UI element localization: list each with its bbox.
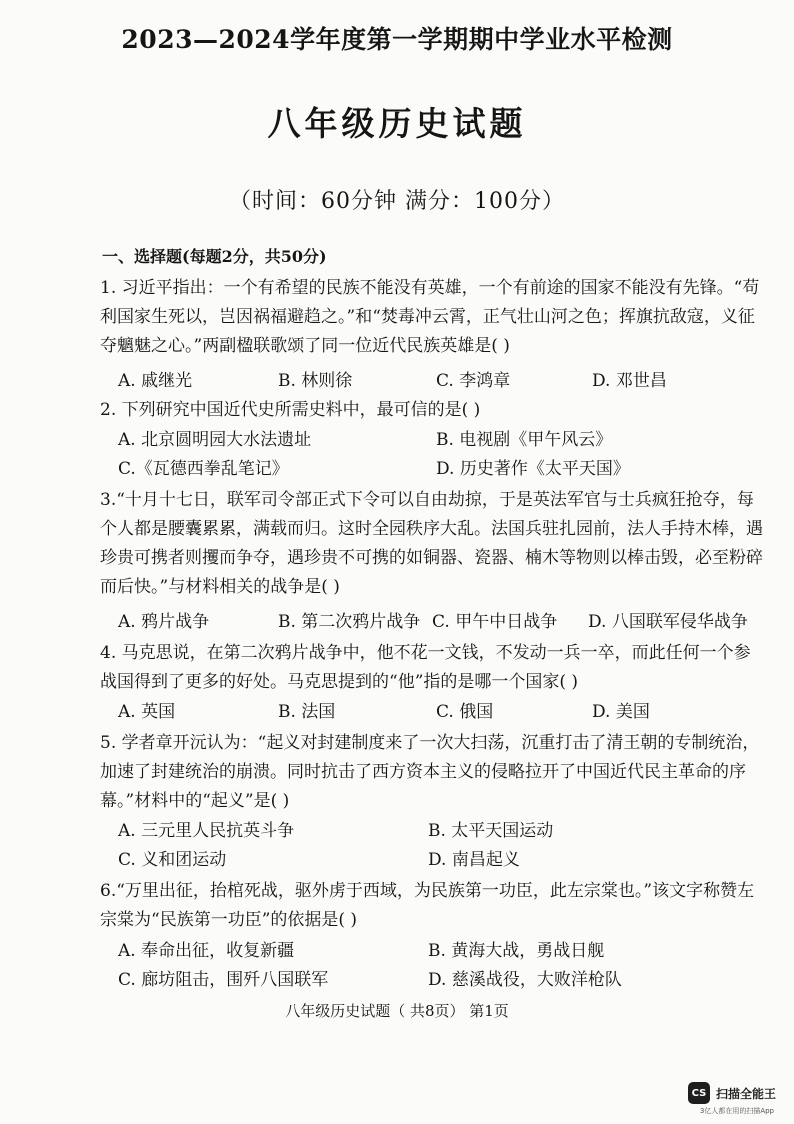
question-5 <box>100 729 766 816</box>
option-d: D. 邓世昌 <box>592 371 667 391</box>
question-6 <box>100 877 766 935</box>
option-d: D. 八国联军侵华战争 <box>588 612 748 632</box>
option-a: A. 鸦片战争 <box>118 612 210 632</box>
question-2 <box>100 396 766 425</box>
option-a: A. 奉命出征，收复新疆 <box>118 941 295 961</box>
option-a: A. 北京圆明园大水法遗址 <box>118 430 312 450</box>
option-d: D. 历史著作《太平天国》 <box>436 459 630 479</box>
option-b: B. 电视剧《甲午风云》 <box>436 430 613 450</box>
option-a: A. 戚继光 <box>118 371 193 391</box>
watermark-app-name: 扫描全能王 <box>715 1086 776 1101</box>
question-stem: 2. 下列研究中国近代史所需史料中，最可信的是( ) <box>100 400 481 420</box>
option-b: B. 黄海大战，勇战日舰 <box>428 941 605 961</box>
section-heading-choice: 一、选择题(每题2分，共50分) <box>102 247 327 266</box>
page-footer: 八年级历史试题（ 共8页） 第1页 <box>285 1002 509 1020</box>
exam-header-title: 2023—2024学年度第一学期期中学业水平检测 <box>121 25 673 54</box>
question-stem: 4. 马克思说，在第二次鸦片战争中，他不花一文钱，不发动一兵一卒，而此任何一个参战国得到了更多的好处。马克思提到的“他”指的是哪一个国家( ) <box>100 643 751 692</box>
question-stem: 1. 习近平指出：一个有希望的民族不能没有英雄，一个有前途的国家不能没有先锋。“苟利国家生死以，岂因祸福避趋之。”和“焚毒冲云霄，正气壮山河之色；挥旗抗敌寇，义征夺魑魅之心。”两副楹联歌颂了同一位近代民族英雄是( ) <box>100 278 760 356</box>
question-3 <box>100 486 766 602</box>
question-stem: 3.“十月十七日，联军司令部正式下令可以自由劫掠，于是英法军官与士兵疯狂抢夺，每个人都是腰囊累累，满载而归。这时全园秩序大乱。法国兵驻扎园前，法人手持木棒，遇珍贵可携者则攫而争夺，遇珍贵不可携的如铜器、瓷器、楠木等物则以棒击毁，必至粉碎而后快。”与材料相关的战争是( ) <box>100 490 763 597</box>
option-c: C. 义和团运动 <box>118 850 227 870</box>
option-d: D. 慈溪战役，大败洋枪队 <box>428 970 622 990</box>
question-stem: 5. 学者章开沅认为：“起义对封建制度来了一次大扫荡，沉重打击了清王朝的专制统治，加速了封建统治的崩溃。同时抗击了西方资本主义的侵略拉开了中国近代民主革命的序幕。”材料中的“起义”是( ) <box>100 733 760 811</box>
option-c: C. 俄国 <box>436 702 494 722</box>
option-c: C. 廊坊阻击，围歼八国联军 <box>118 970 329 990</box>
question-4 <box>100 639 766 697</box>
watermark-tagline: 3亿人都在用的扫描App <box>699 1107 774 1115</box>
option-a: A. 三元里人民抗英斗争 <box>118 821 295 841</box>
option-c: C.《瓦德西拳乱笔记》 <box>118 459 289 479</box>
option-d: D. 美国 <box>592 702 650 722</box>
option-b: B. 太平天国运动 <box>428 821 554 841</box>
option-d: D. 南昌起义 <box>428 850 520 870</box>
scanner-watermark <box>688 1082 776 1104</box>
exam-time-score-info: （时间：60分钟 满分：100分） <box>229 189 565 214</box>
option-b: B. 法国 <box>278 702 336 722</box>
option-c: C. 甲午中日战争 <box>432 612 558 632</box>
option-a: A. 英国 <box>118 702 176 722</box>
question-stem: 6.“万里出征，抬棺死战，驱外虏于西域，为民族第一功臣，此左宗棠也。”该文字称赞左宗棠为“民族第一功臣”的依据是( ) <box>100 881 755 930</box>
option-c: C. 李鸿章 <box>436 371 511 391</box>
option-b: B. 林则徐 <box>278 371 353 391</box>
option-b: B. 第二次鸦片战争 <box>278 612 421 632</box>
question-1 <box>100 274 766 361</box>
camscanner-logo-icon: CS <box>688 1082 710 1104</box>
exam-subject-title: 八年级历史试题 <box>267 104 527 143</box>
